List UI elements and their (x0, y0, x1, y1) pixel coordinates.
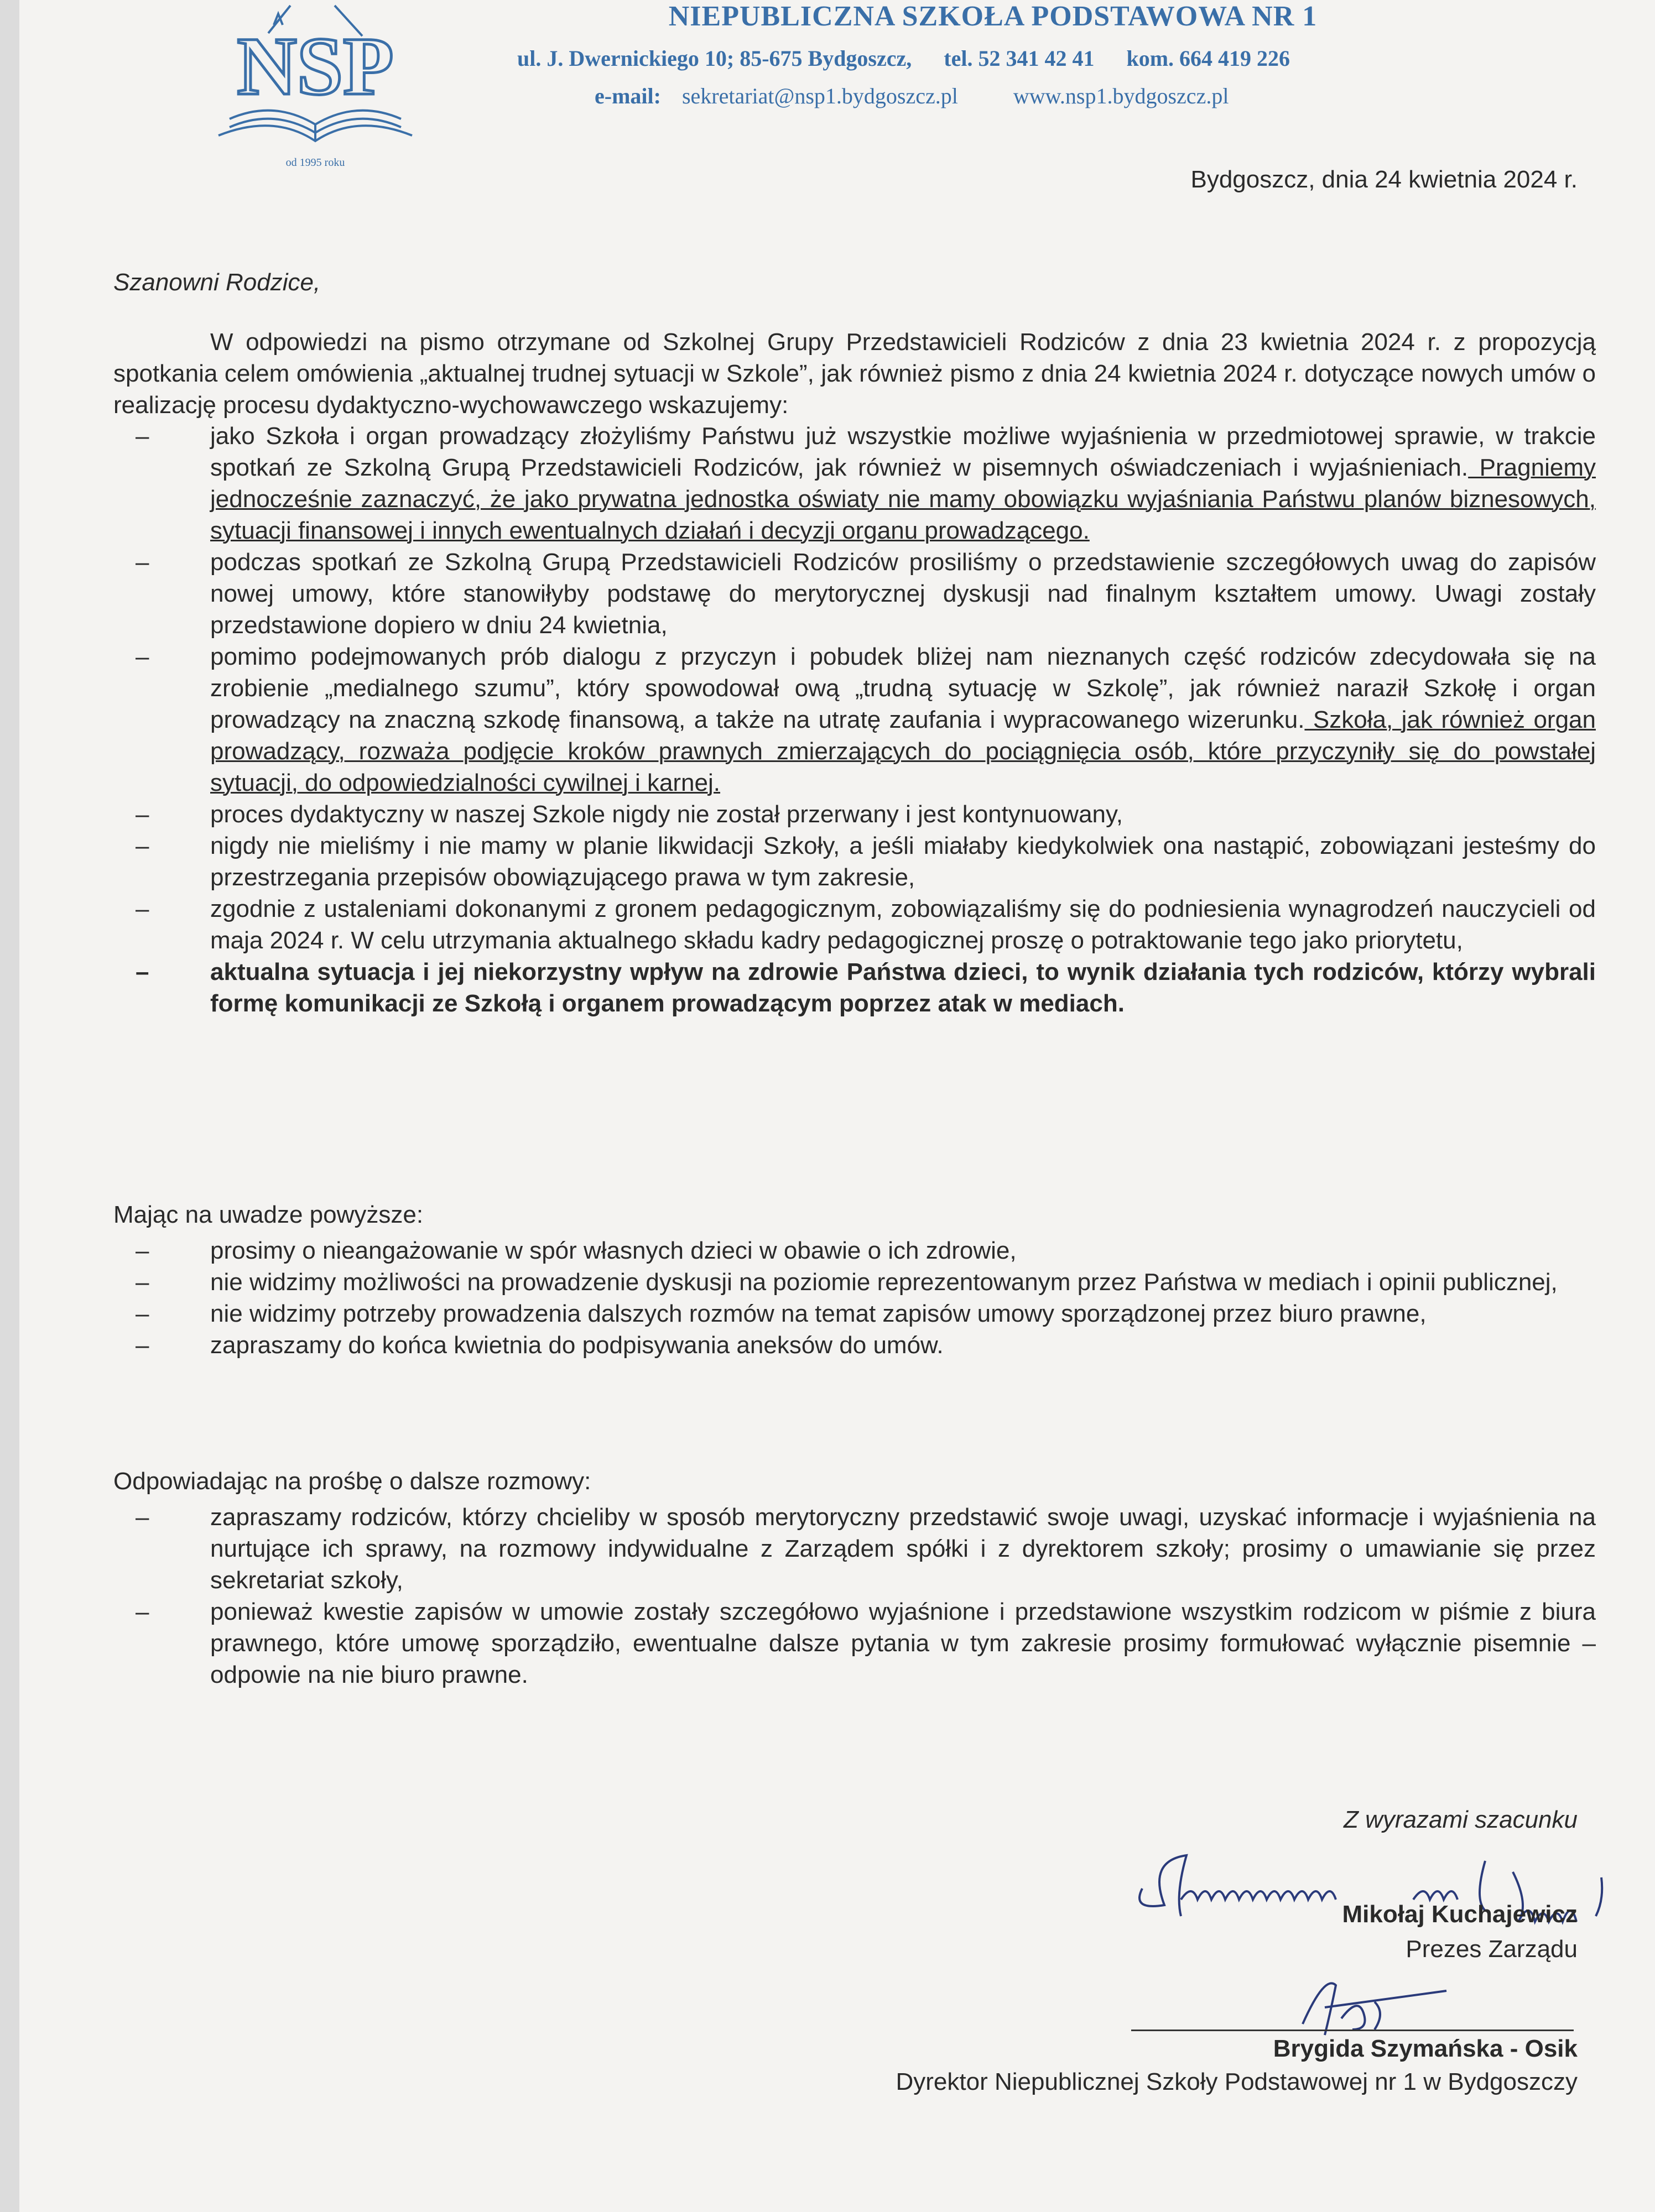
list-item: – jako Szkoła i organ prowadzący złożyliśmy Państwu już wszystkie możliwe wyjaśnienia w przedmiotowej sprawie, w trakcie spotkań ze Szkolną Grupą Przedstawicieli Rodziców, jak również w pisemnych oświadczeniach i wyjaśnieniach. Pragniemy jednocześnie zaznaczyć, że jako prywatna jednostka oświaty nie mamy obowiązku wyjaśniania Państwu planów biznesowych, sytuacji finansowej i innych ewentualnych działań i decyzji organu prowadzącego. (113, 420, 1596, 546)
list-item: – nie widzimy możliwości na prowadzenie dyskusji na poziomie reprezentowanym przez Państwa w mediach i opinii publicznej, (113, 1266, 1596, 1298)
underlined-text: Pragniemy jednocześnie zaznaczyć, że jako prywatna jednostka oświaty nie mamy obowiązku wyjaśniania Państwu planów biznesowych, sytuacji finansowej i innych ewentualnych działań i decyzji organu prowadzącego. (210, 454, 1596, 544)
section3-list (113, 1501, 1596, 1691)
list-item: – zapraszamy rodziców, którzy chcieliby w sposób merytoryczny przedstawić swoje uwagi, uzyskać informacje i wyjaśnienia na nurtujące ich sprawy, na rozmowy indywidualne z Zarządem spółki i z dyrektorem szkoły; prosimy o umawianie się przez sekretariat szkoły, (113, 1501, 1596, 1596)
list-item: – zapraszamy do końca kwietnia do podpisywania aneksów do umów. (113, 1329, 1596, 1361)
logo-text: NSP (237, 20, 394, 112)
section2-heading: Mając na uwadze powyższe: (113, 1201, 424, 1228)
website-url: www.nsp1.bydgoszcz.pl (1013, 84, 1229, 108)
school-name: NIEPUBLICZNA SZKOŁA PODSTAWOWA NR 1 (668, 1, 1318, 32)
letter-page (19, 0, 1655, 2212)
letter-date: Bydgoszcz, dnia 24 kwietnia 2024 r. (1190, 166, 1578, 193)
section2-list (113, 1235, 1596, 1361)
school-phone: tel. 52 341 42 41 (944, 46, 1095, 71)
signer2-role: Dyrektor Niepublicznej Szkoły Podstawowej nr 1 w Bydgoszczy (896, 2068, 1578, 2095)
list-item: – prosimy o nieangażowanie w spór własnych dzieci w obawie o ich zdrowie, (113, 1235, 1596, 1266)
list-item-bold: – aktualna sytuacja i jej niekorzystny wpływ na zdrowie Państwa dzieci, to wynik działania tych rodziców, którzy wybrali formę komunikacji ze Szkołą i organem prowadzącym poprzez atak w mediach. (113, 956, 1596, 1019)
section3-heading: Odpowiadając na prośbę o dalsze rozmowy: (113, 1468, 591, 1495)
salutation: Szanowni Rodzice, (113, 269, 321, 296)
signature-2 (1292, 1969, 1458, 2046)
email-label: e-mail: (595, 84, 661, 108)
list-item: – podczas spotkań ze Szkolną Grupą Przedstawicieli Rodziców prosiliśmy o przedstawienie szczegółowych uwag do zapisów nowej umowy, które stanowiłyby podstawę do merytorycznej dyskusji nad finalnym kształtem umowy. Uwagi zostały przedstawione dopiero w dniu 24 kwietnia, (113, 546, 1596, 641)
list-item: – nigdy nie mieliśmy i nie mamy w planie likwidacji Szkoły, a jeśli miałaby kiedykolwiek ona nastąpić, zobowiązani jesteśmy do przestrzegania przepisów obowiązującego prawa w tym zakresie, (113, 830, 1596, 893)
signature-line (1131, 2030, 1574, 2031)
email-web-line (595, 83, 1229, 109)
list-item: – proces dydaktyczny w naszej Szkole nigdy nie został przerwany i jest kontynuowany, (113, 799, 1596, 830)
logo-since: od 1995 roku (285, 156, 345, 169)
list-item: – ponieważ kwestie zapisów w umowie zostały szczegółowo wyjaśnione i przedstawione wszystkim rodzicom w piśmie z biura prawnego, które umowę sporządziło, ewentualne dalsze pytania w tym zakresie prosimy formułować wyłącznie pisemnie – odpowie na nie biuro prawne. (113, 1596, 1596, 1691)
signer1-role: Prezes Zarządu (1406, 1936, 1578, 1963)
contact-line (517, 45, 1316, 71)
underlined-text: Szkoła, jak również organ prowadzący, rozważa podjęcie kroków prawnych zmierzających do pociągnięcia osób, które przyczyniły się do powstałej sytuacji, do odpowiedzialności cywilnej i karnej. (210, 706, 1596, 796)
school-mobile: kom. 664 419 226 (1126, 46, 1290, 71)
closing-phrase: Z wyrazami szacunku (1343, 1806, 1578, 1833)
signer1-name: Mikołaj Kuchajewicz (1342, 1901, 1578, 1928)
list-item: – pomimo podejmowanych prób dialogu z przyczyn i pobudek bliżej nam nieznanych część rodziców zdecydowała się na zrobienie „medialnego szumu”, który spowodował ową „trudną sytuację w Szkolę”, jak również naraził Szkołę i organ prowadzący na znaczną szkodę finansową, a także na utratę zaufania i wypracowanego wizerunku. Szkoła, jak również organ prowadzący, rozważa podjęcie kroków prawnych zmierzających do pociągnięcia osób, które przyczyniły się do powstałej sytuacji, do odpowiedzialności cywilnej i karnej. (113, 641, 1596, 799)
school-logo (196, 0, 434, 177)
email-address: sekretariat@nsp1.bydgoszcz.pl (681, 84, 958, 108)
signer2-name: Brygida Szymańska - Osik (1273, 2035, 1578, 2062)
points-list (113, 420, 1596, 1019)
intro-paragraph: W odpowiedzi na pismo otrzymane od Szkolnej Grupy Przedstawicieli Rodziców z dnia 23 kwietnia 2024 r. z propozycją spotkania celem omówienia „aktualnej trudnej sytuacji w Szkole”, jak również pismo z dnia 24 kwietnia 2024 r. dotyczące nowych umów o realizację procesu dydaktyczno-wychowawczego wskazujemy: (113, 328, 1596, 419)
list-item: – nie widzimy potrzeby prowadzenia dalszych rozmów na temat zapisów umowy sporządzonej przez biuro prawne, (113, 1298, 1596, 1329)
school-address: ul. J. Dwernickiego 10; 85-675 Bydgoszcz, (517, 46, 912, 71)
list-item: – zgodnie z ustaleniami dokonanymi z gronem pedagogicznym, zobowiązaliśmy się do podniesienia wynagrodzeń nauczycieli od maja 2024 r. W celu utrzymania aktualnego składu kadry pedagogicznej proszę o potraktowanie tego jako priorytetu, (113, 893, 1596, 956)
